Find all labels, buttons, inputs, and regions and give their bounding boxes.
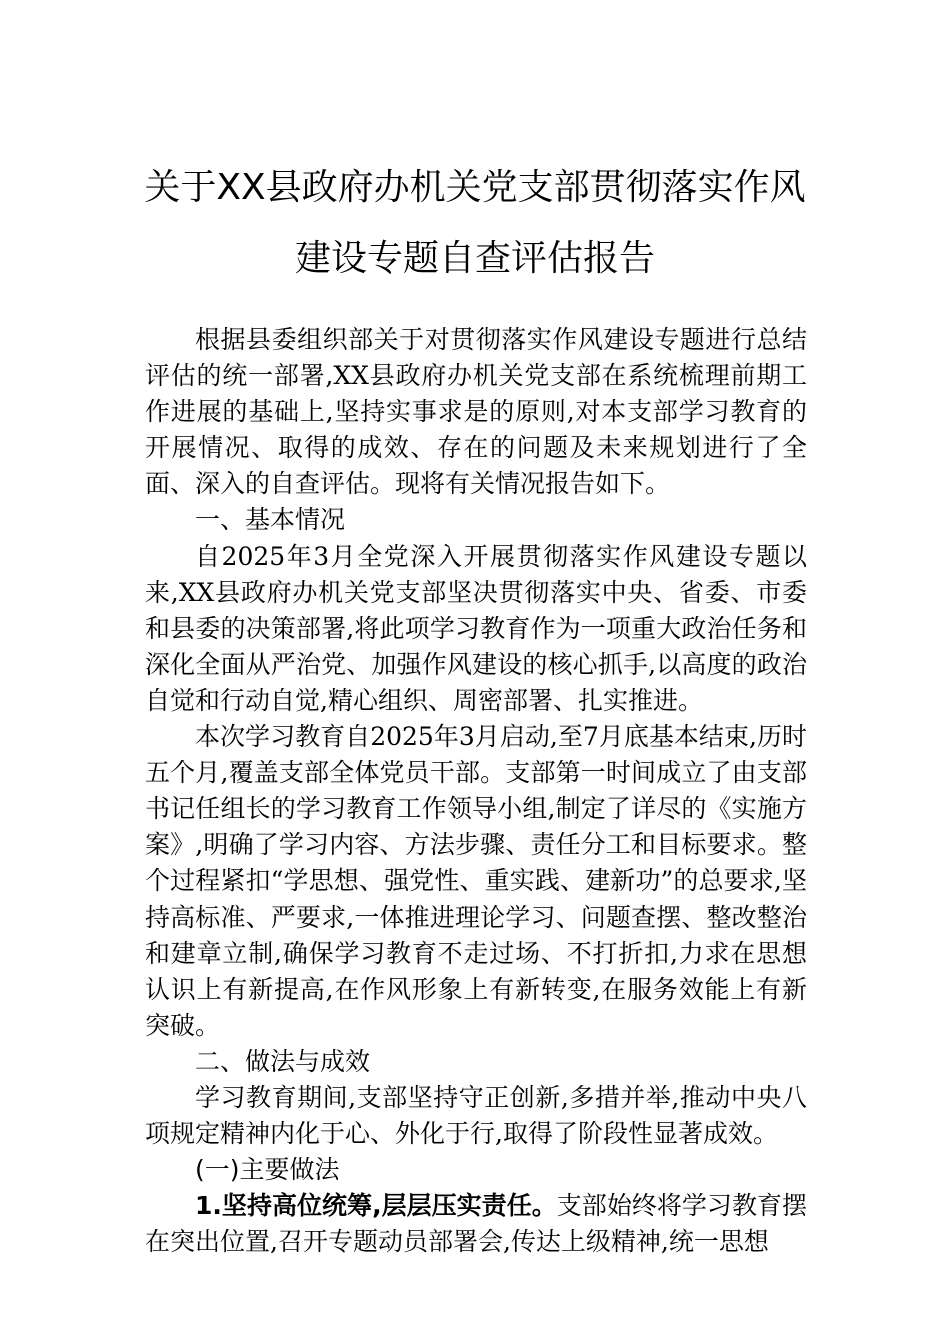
document-title-line-2: 建设专题自查评估报告 [294,238,655,279]
paragraph-practices-intro: 学习教育期间,支部坚持守正创新,多措并举,推动中央八项规定精神内化于心、外化于行,取得了阶段性显著成效。 [145,1082,807,1149]
practice-1-lead: 1.坚持高位统筹,层层压实责任。 [195,1191,557,1221]
paragraph-intro: 根据县委组织部关于对贯彻落实作风建设专题进行总结评估的统一部署,XX县政府办机关党支部在系统梳理前期工作进展的基础上,坚持实事求是的原则,对本支部学习教育的开展情况、取得的成效、存在的问题及未来规划进行了全面、深入的自查评估。现将有关情况报告如下。 [145,325,807,499]
practice-1-text: 支部始终将学习教育摆在突出位置,召开专题动员部署会,传达上级精神,统一思想 [145,1191,807,1257]
document-body [145,322,807,1260]
paragraph-practice-1 [145,1188,807,1260]
document-title-line-1: 关于XX县政府办机关党支部贯彻落实作风 [144,167,806,208]
section-heading-practices-results: 二、做法与成效 [195,1046,371,1076]
subsection-heading-main-practices: (一)主要做法 [195,1155,340,1185]
paragraph-basic-situation-2: 本次学习教育自2025年3月启动,至7月底基本结束,历时五个月,覆盖支部全体党员干部。支部第一时间成立了由支部书记任组长的学习教育工作领导小组,制定了详尽的《实施方案》,明确了学习内容、方法步骤、责任分工和目标要求。整个过程紧扣“学思想、强党性、重实践、建新功”的总要求,坚持高标准、严要求,一体推进理论学习、问题查摆、整改整治和建章立制,确保学习教育不走过场、不打折扣,力求在思想认识上有新提高,在作风形象上有新转变,在服务效能上有新突破。 [145,722,807,1040]
paragraph-basic-situation-1: 自2025年3月全党深入开展贯彻落实作风建设专题以来,XX县政府办机关党支部坚决贯彻落实中央、省委、市委和县委的决策部署,将此项学习教育作为一项重大政治任务和深化全面从严治党、加强作风建设的核心抓手,以高度的政治自觉和行动自觉,精心组织、周密部署、扎实推进。 [145,541,807,715]
section-heading-basic-situation: 一、基本情况 [195,505,346,535]
